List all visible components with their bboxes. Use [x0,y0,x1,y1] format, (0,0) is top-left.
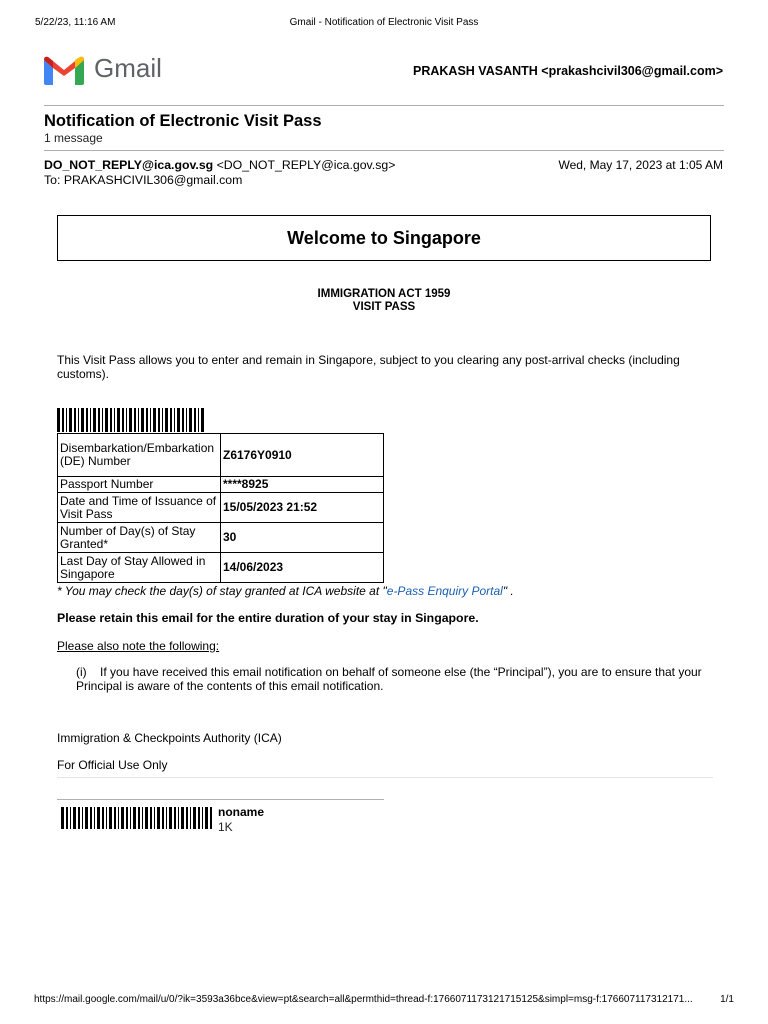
table-row [58,553,384,583]
detail-label: Number of Day(s) of Stay Granted* [58,523,221,553]
welcome-box [57,215,711,261]
welcome-heading: Welcome to Singapore [287,228,481,248]
detail-label: Passport Number [58,477,221,493]
item-marker: (i) [76,665,87,679]
sender-name: DO_NOT_REPLY@ica.gov.sg [44,158,214,172]
stay-note [57,584,514,598]
item-text: If you have received this email notification on behalf of someone else (the “Principal”), you are to ensure that your Principal is aware of the contents of this email notification. [76,665,702,693]
gmail-logo-text: Gmail [94,53,162,83]
retain-notice: Please retain this email for the entire duration of your stay in Singapore. [57,611,479,625]
table-row [58,493,384,523]
official-use-label: For Official Use Only [57,758,168,772]
attachment-name[interactable]: noname [218,805,265,819]
print-title: Gmail - Notification of Electronic Visit Pass [289,17,479,28]
table-row [58,477,384,493]
also-note-heading: Please also note the following: [57,639,220,653]
intro-paragraph: This Visit Pass allows you to enter and remain in Singapore, subject to you clearing any post-arrival checks (including customs). [57,353,680,381]
attachment-size: 1K [218,820,233,834]
sender-address: <DO_NOT_REPLY@ica.gov.sg> [213,158,396,172]
recipient-line: To: PRAKASHCIVIL306@gmail.com [44,173,243,187]
page-url: https://mail.google.com/mail/u/0/?ik=3593a36bce&view=pt&search=all&permthid=thread-f:1766071173121715125&simpl=msg-f:176607117312171... [34,994,693,1005]
detail-value: 14/06/2023 [221,553,384,583]
detail-value: ****8925 [221,477,384,493]
email-date: Wed, May 17, 2023 at 1:05 AM [558,158,723,172]
barcode-icon[interactable] [61,807,213,829]
attachment-divider [57,799,384,800]
detail-value: Z6176Y0910 [221,434,384,477]
barcode-icon [57,408,207,432]
note-suffix: " . [502,584,514,598]
detail-value: 30 [221,523,384,553]
email-subject: Notification of Electronic Visit Pass [44,112,322,130]
divider [57,777,713,778]
detail-label: Disembarkation/Embarkation (DE) Number [58,434,221,477]
detail-label: Last Day of Stay Allowed in Singapore [58,553,221,583]
divider [44,105,724,106]
authority-name: Immigration & Checkpoints Authority (ICA) [57,731,282,745]
detail-label: Date and Time of Issuance of Visit Pass [58,493,221,523]
table-row [58,523,384,553]
account-owner: PRAKASH VASANTH <prakashcivil306@gmail.com> [413,64,723,78]
note-item [76,665,716,693]
page-number: 1/1 [720,994,734,1005]
visit-pass-details [57,433,384,583]
epass-enquiry-link[interactable]: e-Pass Enquiry Portal [386,584,503,598]
divider [44,150,724,151]
print-datetime: 5/22/23, 11:16 AM [35,17,116,28]
gmail-m-icon [44,56,84,85]
detail-value: 15/05/2023 21:52 [221,493,384,523]
pass-type: VISIT PASS [352,301,416,313]
message-count: 1 message [44,131,103,145]
table-row [58,434,384,477]
act-title: IMMIGRATION ACT 1959 [317,288,451,300]
note-prefix: * You may check the day(s) of stay granted at ICA website at " [57,584,387,598]
sender-line [44,158,395,172]
